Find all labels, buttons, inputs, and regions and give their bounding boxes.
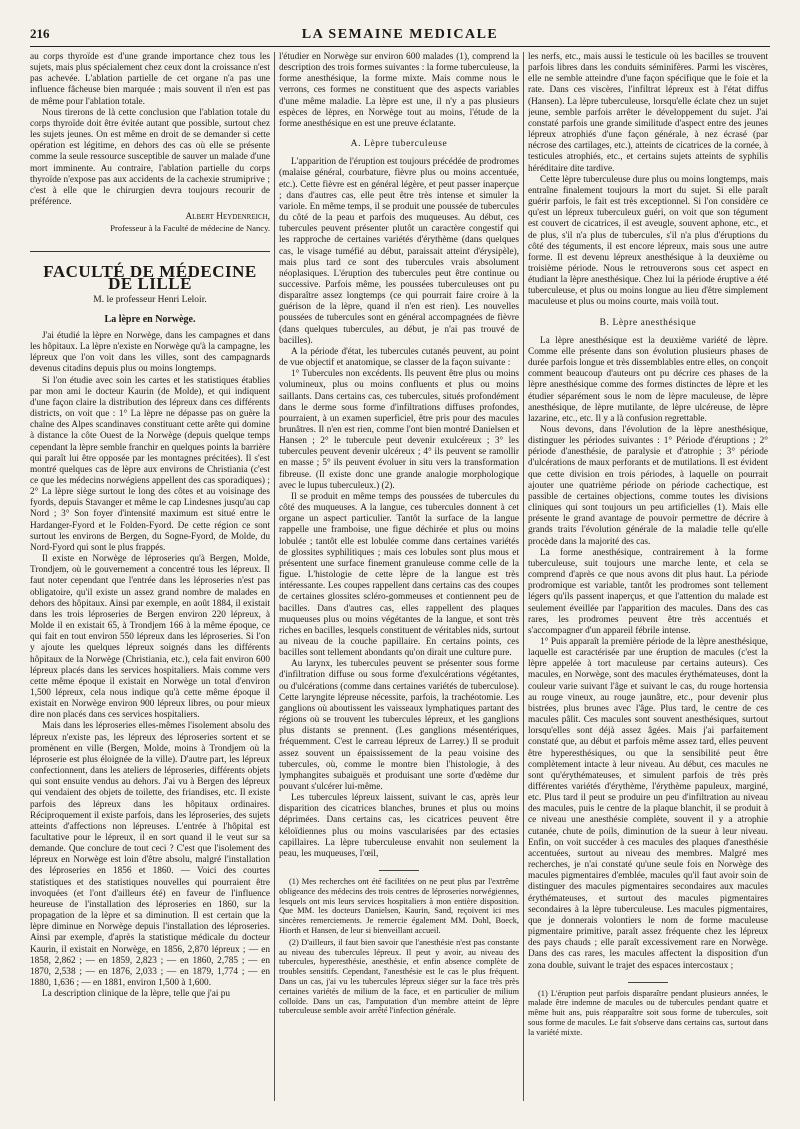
col2-continuation: l'étudier en Norwège sur environ 600 malades (1), comprend la description des trois formes suivantes : la forme tuberculeuse, la forme anesthésique, la forme mixte. Mais comme nous le verrons, ces formes ne constituent que des aspects variables d'une même maladie. La lèpre est une, il n'y a pas plusieurs espèces de lèpres, en Norwège tout au moins, l'étude de la forme anesthésique en est une preuve éclatante. xyxy=(279,52,519,129)
footnote: (1) L'éruption peut parfois disparaître pendant plusieurs années, le malade être indemne de macules ou de tubercules pendant quatre et même huit ans, puis réapparaître soit sous forme de tubercules, soit sous forme de macules. Le fait s'observe dans certains cas, surtout dans la variété mixte. xyxy=(528,988,768,1037)
col2-paragraph: L'apparition de l'éruption est toujours précédée de prodromes (malaise général, courbature, fièvre plus ou moins accentuée, etc.). Cette fièvre est en général légère, et peut passer inaperçue ; dans d'autres cas, elle peut être très intense et simuler la variole. En même temps, il se produit une poussée de tubercules du côté de la peau et parfois des muqueuses. Au début, ces tubercules peuvent présenter plutôt un caractère congestif qui les rapproche de certaines variétés d'érythème (dans quelques cas, le visage tuméfié au début, paraissait atteint d'érysipèle), mais plus tard ce sont des tubercules vrais absolument néoplasiques. L'éruption des tubercules peut être continue ou successive. Parfois même, les poussées tuberculeuses ont pu disparaître assez longtemps (ce qui pourrait faire croire à la guérison de la lèpre, quand il n'en est rien). Les nouvelles poussées de tubercules sont en général accompagnées de fièvre (dans quelques tubercules, au début, je n'ai pas trouvé de bacilles). xyxy=(279,157,519,346)
journal-title: LA SEMAINE MEDICALE xyxy=(301,27,499,42)
col1-paragraph: Si l'on étudie avec soin les cartes et les statistiques établies par mon ami le docteur Kaurin (de Molde), et qui indiquent d'une façon claire la distribution des lépreux dans ces différents districts, on voit que : 1° La lèpre ne dépasse pas on guère la chaîne des Alpes scandinaves constituant cette arête qui domine à distance la côte Ouest de la Norwège (depuis quelque temps cependant la lèpre semble franchir en quelques points la barrière qui paraît lui être opposée par les montagnes précitées). Il s'est montré quelques cas de lèpre aux environs de Christiania (c'est ce que les médecins norwégiens appellent des cas sporadiques) ; 2° La lèpre siège surtout le long des côtes et au voisinage des fyords, depuis Stavanger et même le cap Lindesnes jusqu'au cap Nord ; 3° Son foyer d'intensité maximum est situé entre le Hardanger-Fyord et le Folden-Fyord. De cette région ce sont surtout les environs de Bergen, du Sogne-Fyord, de Molde, du Nord-Fyord qui sont le plus frappés. xyxy=(30,375,270,553)
col3-paragraph: La lèpre anesthésique est la deuxième variété de lèpre. Comme elle présente dans son évolution plusieurs phases de durée parfois longue et très dissemblables entre elles, on conçoit comment beaucoup d'auteurs ont pu décrire ces phases de la lèpre anesthésique comme des formes distinctes de lèpre et les étudier séparément sous le nom de lèpre maculeuse, de lèpre anesthésique, de lèpre mutilante, de lèpre ulcéreuse, de lèpre lazarine, etc., etc. Il y a là confusion regrettable. xyxy=(528,335,768,424)
col1-continuation: au corps thyroïde est d'une grande importance chez tous les sujets, mais plus spécialement chez ceux dont la croissance n'est pas achevée. L'ablation partielle de cet organe n'a pas une influence fâcheuse bien marquée ; mais souvent il n'en est pas de même pour l'ablation totale. xyxy=(30,52,270,107)
columns xyxy=(30,52,770,1121)
page-header xyxy=(30,26,770,44)
lecture-title: La lèpre en Norwège. xyxy=(104,313,196,325)
footnote: (1) Mes recherches ont été facilitées on ne peut plus par l'extrême obligeance des médecins des trois centres de léproseries norwégiennes, lesquels ont mis leurs services hospitaliers à mon entière disposition. Que MM. les docteurs Danielsen, Kaurin, Sand, reçoivent ici mes sincères remerciements. Je remercie également MM. Dohl, Boeck, Hiorth et Hansen, de leur si bienveillant accueil. xyxy=(279,877,519,936)
signature-title: Professeur à la Faculté de médecine de Nancy. xyxy=(110,223,270,234)
professor-name: M. le professeur Henri Leloir. xyxy=(93,294,207,305)
col3-footnotes xyxy=(528,989,768,1038)
col2-paragraph: Il se produit en même temps des poussées de tubercules du côté des muqueuses. A la langue, ces tubercules donnent à cet organe un aspect particulier. Tantôt la surface de la langue rappelle une framboise, une figue déchirée et plus ou moins lobulée ; tantôt elle est lobulée comme dans certaines variétés de glossites syphilitiques ; mais ces lobules sont plus mous et présentent une surface finement granuleuse comme celle de la figue. L'histologie de cette lèpre de la langue est très intéressante. Les coupes rappellent dans certains cas des coupes de certaines glossites scléro-gommeuses et contiennent peu de bacilles. Dans d'autres cas, elles rappellent des plaques muqueuses plus ou moins végétantes de la langue, et sont très riches en bacilles, lesquels constituent de véritables nids, surtout au niveau de la couche papillaire. En certains points, ces bacilles sont tellement abondants qu'on dirait une culture pure. xyxy=(279,491,519,659)
section-heading-b: B. Lèpre anesthésique xyxy=(599,317,697,328)
col2-footnotes xyxy=(279,877,519,1016)
column-divider xyxy=(270,52,279,1121)
col1-paragraph: Mais dans les léproseries elles-mêmes l'isolement absolu des lépreux n'existe pas, les lépreux des léproseries sortent et se promènent en ville (Bergen, Molde, moins à Trondjem où la léproserie est plus éloignée de la ville). D'autre part, les lépreux confectionnent, dans les ateliers de léproseries, différents objets qui sont ensuite vendus au dehors. J'ai vu à Bergen des lépreux qui vendaient des objets de toilette, des friandises, etc. Il existe parfois des lépreux dans les hôpitaux ordinaires. Réciproquement il existe parfois, dans les léproseries, des sujets atteints d'affections non lépreuses. L'entrée à l'hôpital est facultative pour le lépreux, il en sort quand il le veut sur sa demande. Que conclure de tout ceci ? C'est que l'isolement des lépreux en Norwège est loin d'être absolu, malgré l'installation des léproseries en 1856 et 1860. — Voici des courtes statistiques et des statistiques nouvelles qui pourraient être invoquées (et l'ont d'ailleurs été) en faveur de l'influence heureuse de l'installation des léproseries en 1860, sur la propagation de la lèpre et sa diminution. Il est certain que la lèpre diminue en Norwège depuis l'installation des léproseries. Ainsi par exemple, d'après la statistique médicale du docteur Kaurin, il existait en Norwège, en 1856, 2,870 lépreux ; — en 1858, 2,862 ; — en 1859, 2,823 ; — en 1860, 2,785 ; — en 1870, 2,538 ; — en 1876, 2,033 ; — en 1879, 1,774 ; — en 1880, 1,636 ; — en 1881, environ 1,500 à 1,600. xyxy=(30,721,270,989)
section-heading-a: A. Lèpre tuberculeuse xyxy=(350,139,448,150)
col1-conclusion: Nous tirerons de là cette conclusion que l'ablation totale du corps thyroïde doit être évitée autant que possible, surtout chez les sujets jeunes. On est même en droit de se demander si cette opération est légitime, en dehors des cas où elle se présente comme la seule ressource susceptible de sauver un malade d'une mort imminente. Au contraire, l'ablation partielle du corps thyroïde n'expose pas aux accidents de la cachexie strumiprive ; c'est à elle que le chirurgien devra toujours recourir de préférence. xyxy=(30,107,270,208)
column-2 xyxy=(279,52,519,1121)
footnote: (2) D'ailleurs, il faut bien savoir que l'anesthésie n'est pas constante au niveau des tubercules lépreux. Il peut y avoir, au niveau des tubercules, hyperesthésie, anesthésie, et enfin absence complète de troubles sensitifs. Cependant, l'anesthésie est le cas le plus fréquent. Dans un cas, j'ai vu les tubercules lépreux siéger sur la face très près certaines variétés de milium de la face, et en particulier de milium colloïde. Dans un cas, l'amputation d'un membre atteint de lèpre tuberculeuse semble avoir arrêté l'infection générale. xyxy=(279,937,519,1016)
page-number: 216 xyxy=(30,26,50,41)
signature-name: Albert Heydenreich, xyxy=(185,212,270,223)
footnote-separator xyxy=(379,870,419,871)
column-1 xyxy=(30,52,270,1121)
col2-paragraph: Les tubercules lépreux laissent, suivant le cas, après leur disparition des cicatrices blanches, brunes et plus ou moins déprimées. Dans certains cas, les cicatrices peuvent être kéloïdiennes plus ou moins vascularisées par des ectasies capillaires. La lèpre tuberculeuse envahit non seulement la peau, les muqueuses, l'œil, xyxy=(279,793,519,859)
column-divider xyxy=(519,52,528,1121)
col3-paragraph: 1° Puis apparaît la première période de la lèpre anesthésique, laquelle est caractérisée par une éruption de macules (c'est la lèpre appelée à tort maculeuse par certains auteurs). Ces macules, en Norwège, sont des macules érythémateuses, dont la couleur varie suivant l'âge et suivant le cas, du rouge hortensia au rouge vineux, au rouge jaunâtre, etc., pour devenir plus bistrées, plus brunes avec l'âge. Plus tard, le centre de ces macules pâlit. Ces macules sont souvent anesthésiques, surtout lorsqu'elles sont déjà assez âgées. Mais j'ai parfaitement constaté que, au début et parfois même assez tard, elles peuvent être hyperesthésiques, ou que la sensibilité peut être complètement intacte à leur niveau. Au début, ces macules ne sont qu'érythémateuses, et simulent parfois de très près différentes variétés d'érythème, l'érythème papuleux, marginé, etc. Plus tard il peut se produire un peu d'infiltration au niveau des macules, puis le centre de la plaque blanchit, il se produit à ce niveau une anesthésie complète, souvent il y a atrophie cutanée, chute de poils, diminution de la sueur à leur niveau. Enfin, on voit succéder à ces macules des plaques d'anesthésie accentuées, surtout au niveau des membres. Malgré mes recherches, je n'ai constaté qu'une seule fois en Norwège des macules pigmentaires d'emblée, macules qu'il faut avoir soin de distinguer des macules pigmentaires secondaires aux macules érythémateuses, et surtout des macules pigmentaires secondaires à la lèpre tuberculeuse. Les macules pigmentaires, que je donnerais volontiers le nom de forme maculeuse pigmentaire primitive, paraît assez fréquente chez les lépreux des pays chauds ; elle paraît excessivement rare en Norwège. Dans des cas rares, les macules affectent la disposition d'un zona double, suivant le trajet des espaces intercostaux ; xyxy=(528,636,768,971)
faculty-heading: FACULTÉ DE MÉDECINE DE LILLE xyxy=(30,251,270,288)
column-3 xyxy=(528,52,768,1121)
col3-paragraph: Cette lèpre tuberculeuse dure plus ou moins longtemps, mais entraîne finalement toujours la mort du sujet. Si elle paraît guérir parfois, le fait est très exceptionnel. Si l'on considère ce qu'est un lépreux tuberculeux guéri, on voit que son tégument est couvert de cicatrices, il est aveugle, souvent aphone, etc., et de plus, s'il n'a plus de tubercules, s'il n'a plus d'éruptions du côté des téguments, il est encore lépreux, mais sous une autre forme. Il est devenu lépreux anesthésique à la deuxième ou troisième période. Nous le retrouverons sous cet aspect en étudiant la lèpre anesthésique. Chez lui la période éruptive a été tuberculeuse, et plus ou moins longue au lieu d'être simplement maculeuse et plus ou moins courte, mais voilà tout. xyxy=(528,174,768,308)
col2-paragraph: A la période d'état, les tubercules cutanés peuvent, au point de vue objectif et anatomique, se classer de la façon suivante : xyxy=(279,346,519,369)
header-rule xyxy=(30,46,770,47)
col2-paragraph: Au larynx, les tubercules peuvent se présenter sous forme d'infiltration diffuse ou sous forme d'exulcérations végétantes, ou d'ulcérations (comme dans certaines variétés de tuberculose). Cette laryngite lépreuse nécessite, parfois, la trachéotomie. Les ganglions où aboutissent les vaisseaux lymphatiques partant des régions où se trouvent les tubercules lépreux, et les ganglions plus distants se prennent. (Les ganglions mésentériques, fréquemment. C'est le carreau lépreux de Larrey.) Il se produit assez souvent un épaississement de la peau voisine des tubercules, où, comme le montre bien l'histologie, à des lymphangites subaiguës et produisant une sorte d'œdème dur pouvant s'ulcérer lui-même. xyxy=(279,659,519,792)
col3-paragraph: Nous devons, dans l'évolution de la lèpre anesthésique, distinguer les périodes suivantes : 1° Période d'éruptions ; 2° période d'anesthésie, de paralysie et d'atrophie ; 3° période d'ulcérations de maux perforants et de mutilations. Il est évident que cette division en trois périodes, à laquelle on pourrait ajouter une quatrième période on période cachectique, est passible de certaines objections, comme toutes les divisions cliniques qui sont toujours un peu artificielles (1). Mais elle présente le grand avantage de pouvoir permettre de décrire à grands traits l'évolution générale de la maladie telle qu'elle procède dans la majorité des cas. xyxy=(528,425,768,547)
col2-paragraph: 1° Tubercules non excédents. Ils peuvent être plus ou moins volumineux, plus ou moins confluents et plus ou moins saillants. Dans certains cas, ces tubercules, situés profondément dans le derme sous forme d'infiltrations diffuses profondes, pourraient, à un examen superficiel, être pris pour des macules brunâtres. Il n'en est rien, comme l'ont bien montré Danielsen et Hansen ; 2° le tubercule peut devenir exulcéreux ; 3° les tubercules peuvent devenir ulcéreux ; 4° ils peuvent se ramollir en masse ; 5° ils peuvent évoluer in situ vers la transformation fibreuse. (Il existe donc une grande analogie morphologique avec le lupus tuberculeux.) (2). xyxy=(279,369,519,491)
footnote-separator xyxy=(628,982,668,983)
col3-continuation: les nerfs, etc., mais aussi le testicule où les bacilles se trouvent parfois libres dans les conduits séminifères. Parmi les viscères, elle ne semble atteindre d'une façon spécifique que le foie et la rate. Dans ces viscères, l'infiltrat lépreux est à l'état diffus (Hansen). La lèpre tuberculeuse, lorsqu'elle éclate chez un sujet jeune, semble parfois arrêter le développement du sujet. J'ai constaté parfois une grande similitude d'aspect entre des jeunes lépreux atrophiés d'une façon générale, à nez écrasé (par nécrose des cartilages, etc.), atteints de cicatrices de la cornée, à testicules atrophiés, etc., et certains sujets atteints de syphilis héréditaire dite tardive. xyxy=(528,52,768,174)
col1-paragraph: La description clinique de la lèpre, telle que j'ai pu xyxy=(42,989,231,1000)
col1-paragraph: J'ai étudié la lèpre en Norwège, dans les campagnes et dans les hôpitaux. La lèpre n'existe en Norwège qu'à la campagne, les lépreux que l'on voit dans les villes, sont des campagnards devenus citadins depuis plus ou moins longtemps. xyxy=(30,330,270,375)
col1-paragraph: Il existe en Norwège de léproseries qu'à Bergen, Molde, Trondjem, où le gouvernement a concentré tous les lépreux. Il faut noter cependant que l'entrée dans les léproseries n'est pas obligatoire, qu'il existe un assez grand nombre de malades en dehors des hôpitaux. Ainsi par exemple, en août 1884, il existait dans les trois léproseries de Bergen environ 220 lépreux, à Molde il en existait 65, à Trondjem 166 à la même époque, ce qui fait en tout environ 550 lépreux dans les léproseries. Si l'on y ajoute les quelques lépreux soignés dans les différents hôpitaux de la Norwège (Christiania, etc.), cela fait environ 600 lépreux placés dans les services hospitaliers. Mais comme vers cette même époque il existait en Norwège un total d'environ 1,500 lépreux, cela nous indique qu'à cette même époque il existait en Norwège environ 900 lépreux libres, ou pour mieux dire non placés dans ces services hospitaliers. xyxy=(30,554,270,721)
col3-paragraph: La forme anesthésique, contrairement à la forme tuberculeuse, suit toujours une marche lente, et cela se comprend d'après ce que nous avons dit plus haut. La période prodromique est variable, tantôt les prodromes sont tellement légers qu'ils passent inaperçus, et que l'attention du malade est seulement éveillée par l'apparition des macules. Dans des cas rares, les prodromes peuvent être très accentués et s'accompagner d'un appareil fébrile intense. xyxy=(528,547,768,636)
